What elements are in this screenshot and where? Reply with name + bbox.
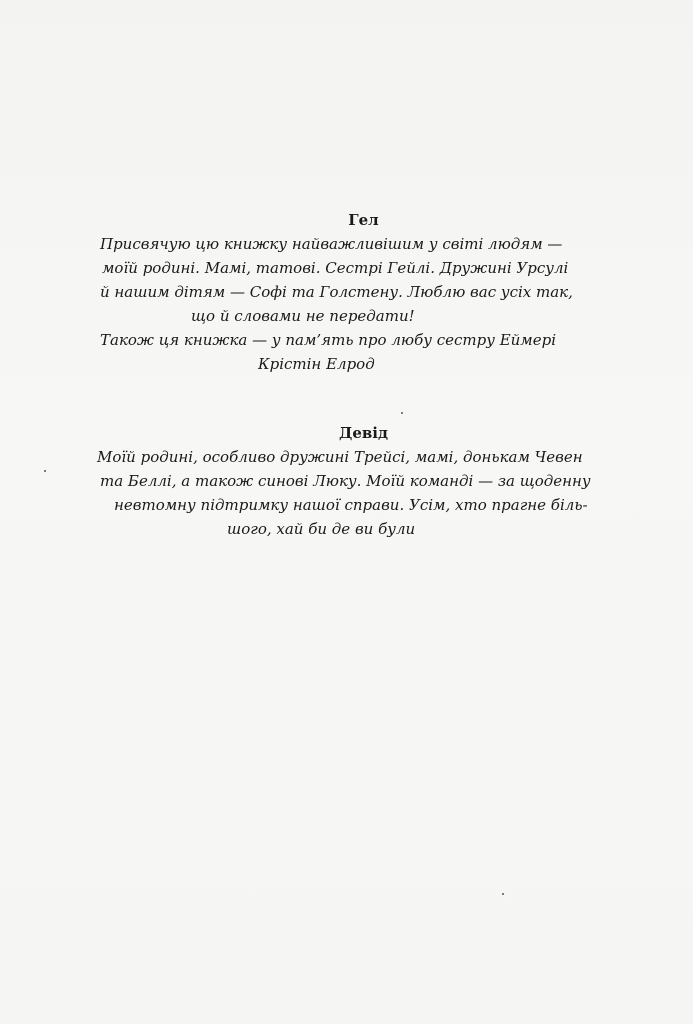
dedication-gel-line: що й словами не передати!: [191, 307, 415, 325]
dedication-gel-line: Крістін Елрод: [258, 355, 375, 373]
dedication-gel-line: й нашим дітям — Софі та Голстену. Люблю вас усіх так,: [100, 283, 573, 301]
dedication-gel-line: моїй родині. Мамі, татові. Сестрі Гейлі. Дружині Урсулі: [102, 259, 569, 277]
dedication-david-line: невтомну підтримку нашої справи. Усім, хто прагне біль-: [114, 496, 588, 514]
dedication-david: [0, 421, 693, 541]
dedication-gel-heading: Гел: [348, 211, 379, 229]
paper-speck: [44, 470, 46, 472]
paper-speck: [502, 893, 504, 895]
paper-speck: [401, 412, 403, 414]
dedication-gel-line: Також ця книжка — у пам’ять про любу сестру Еймері: [100, 331, 557, 349]
dedication-david-line: та Беллі, а також синові Люку. Моїй команді — за щоденну: [100, 472, 591, 490]
dedication-david-heading: Девід: [339, 424, 388, 442]
dedication-gel-line: Присвячую цю книжку найважливішим у світі людям —: [100, 235, 563, 253]
dedication-gel: [0, 208, 693, 376]
dedication-david-line: шого, хай би де ви були: [227, 520, 416, 538]
dedication-david-line: Моїй родині, особливо дружині Трейсі, мамі, донькам Чевен: [97, 448, 583, 466]
